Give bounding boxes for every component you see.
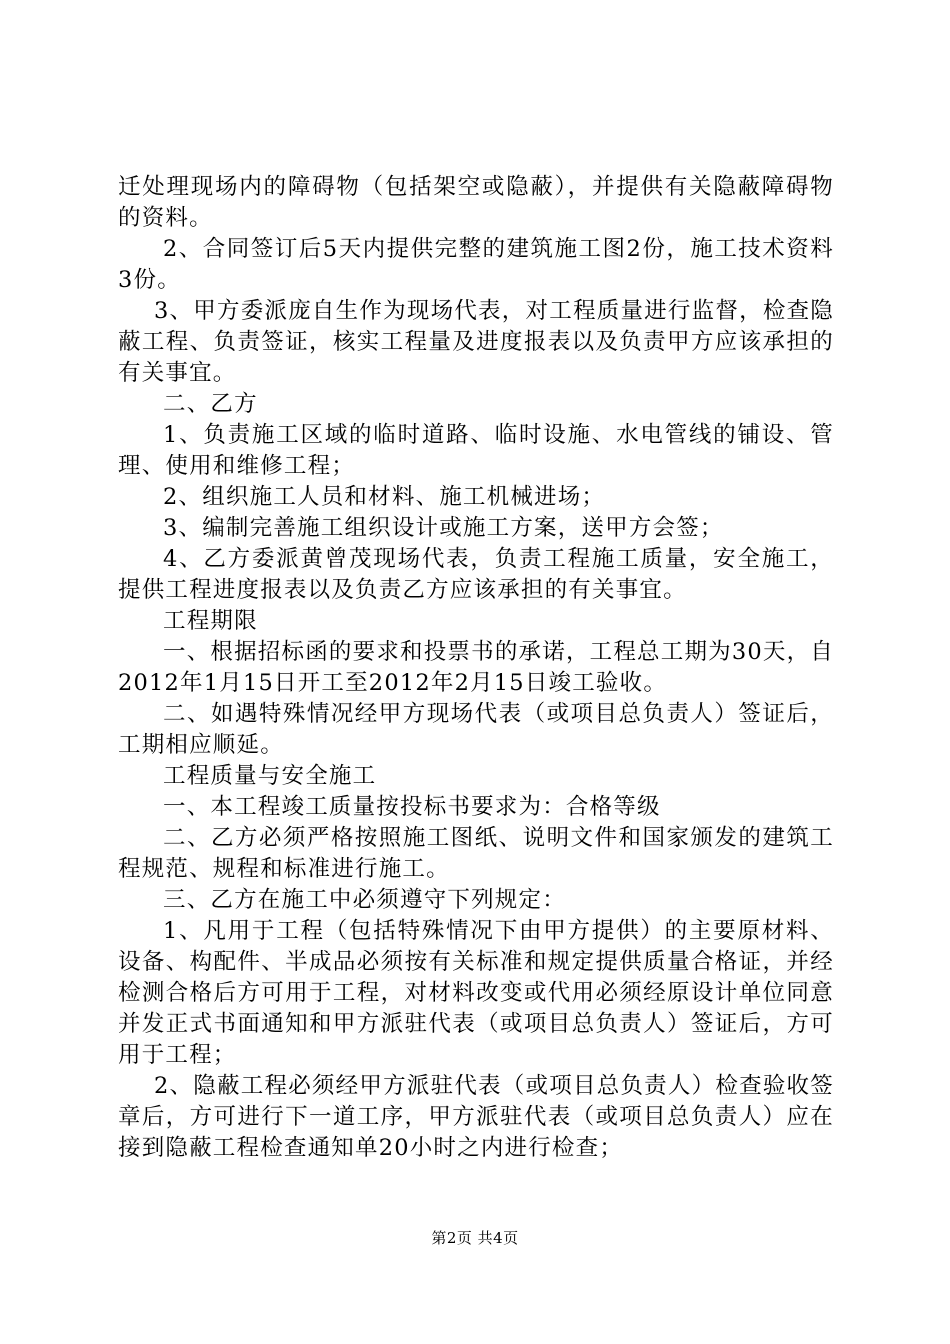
heading-schedule: 工程期限 bbox=[163, 608, 258, 634]
paragraph-continuation: 迁处理现场内的障碍物（包括架空或隐蔽），并提供有关隐蔽障碍物的资料。 bbox=[118, 174, 834, 231]
heading-quality-safety: 工程质量与安全施工 bbox=[163, 763, 377, 789]
paragraph-party-b-item-2: 2、组织施工人员和材料、施工机械进场； bbox=[163, 484, 606, 510]
paragraph-quality-item-3: 三、乙方在施工中必须遵守下列规定： bbox=[163, 887, 566, 913]
paragraph-quality-item-2: 二、乙方必须严格按照施工图纸、说明文件和国家颁发的建筑工程规范、规程和标准进行施工。 bbox=[118, 825, 834, 882]
paragraph-rule-2: 2、隐蔽工程必须经甲方派驻代表（或项目总负责人）检查验收签章后，方可进行下一道工序，甲方派驻代表（或项目总负责人）应在接到隐蔽工程检查通知单20小时之内进行检查； bbox=[118, 1073, 834, 1161]
heading-party-b: 二、乙方 bbox=[163, 391, 258, 417]
paragraph-party-b-item-3: 3、编制完善施工组织设计或施工方案，送甲方会签； bbox=[163, 515, 724, 541]
paragraph-schedule-item-1: 一、根据招标函的要求和投票书的承诺，工程总工期为30天，自2012年1月15日开工至2012年2月15日竣工验收。 bbox=[118, 639, 834, 696]
paragraph-quality-item-1: 一、本工程竣工质量按投标书要求为：合格等级 bbox=[163, 794, 661, 820]
paragraph-party-a-item-2: 2、合同签订后5天内提供完整的建筑施工图2份，施工技术资料3份。 bbox=[118, 236, 834, 293]
paragraph-schedule-item-2: 二、如遇特殊情况经甲方现场代表（或项目总负责人）签证后，工期相应顺延。 bbox=[118, 701, 834, 758]
paragraph-party-b-item-4: 4、乙方委派黄曾茂现场代表，负责工程施工质量，安全施工，提供工程进度报表以及负责乙方应该承担的有关事宜。 bbox=[118, 546, 834, 603]
paragraph-party-b-item-1: 1、负责施工区域的临时道路、临时设施、水电管线的铺设、管理、使用和维修工程； bbox=[118, 422, 834, 479]
page-number-footer: 第2页 共4页 bbox=[431, 1229, 519, 1247]
paragraph-rule-1: 1、凡用于工程（包括特殊情况下由甲方提供）的主要原材料、设备、构配件、半成品必须按有关标准和规定提供质量合格证，并经检测合格后方可用于工程，对材料改变或代用必须经原设计单位同意并发正式书面通知和甲方派驻代表（或项目总负责人）签证后，方可用于工程； bbox=[118, 918, 834, 1068]
paragraph-party-a-item-3: 3、甲方委派庞自生作为现场代表，对工程质量进行监督，检查隐蔽工程、负责签证，核实工程量及进度报表以及负责甲方应该承担的有关事宜。 bbox=[118, 298, 834, 386]
document-body bbox=[118, 172, 834, 1164]
